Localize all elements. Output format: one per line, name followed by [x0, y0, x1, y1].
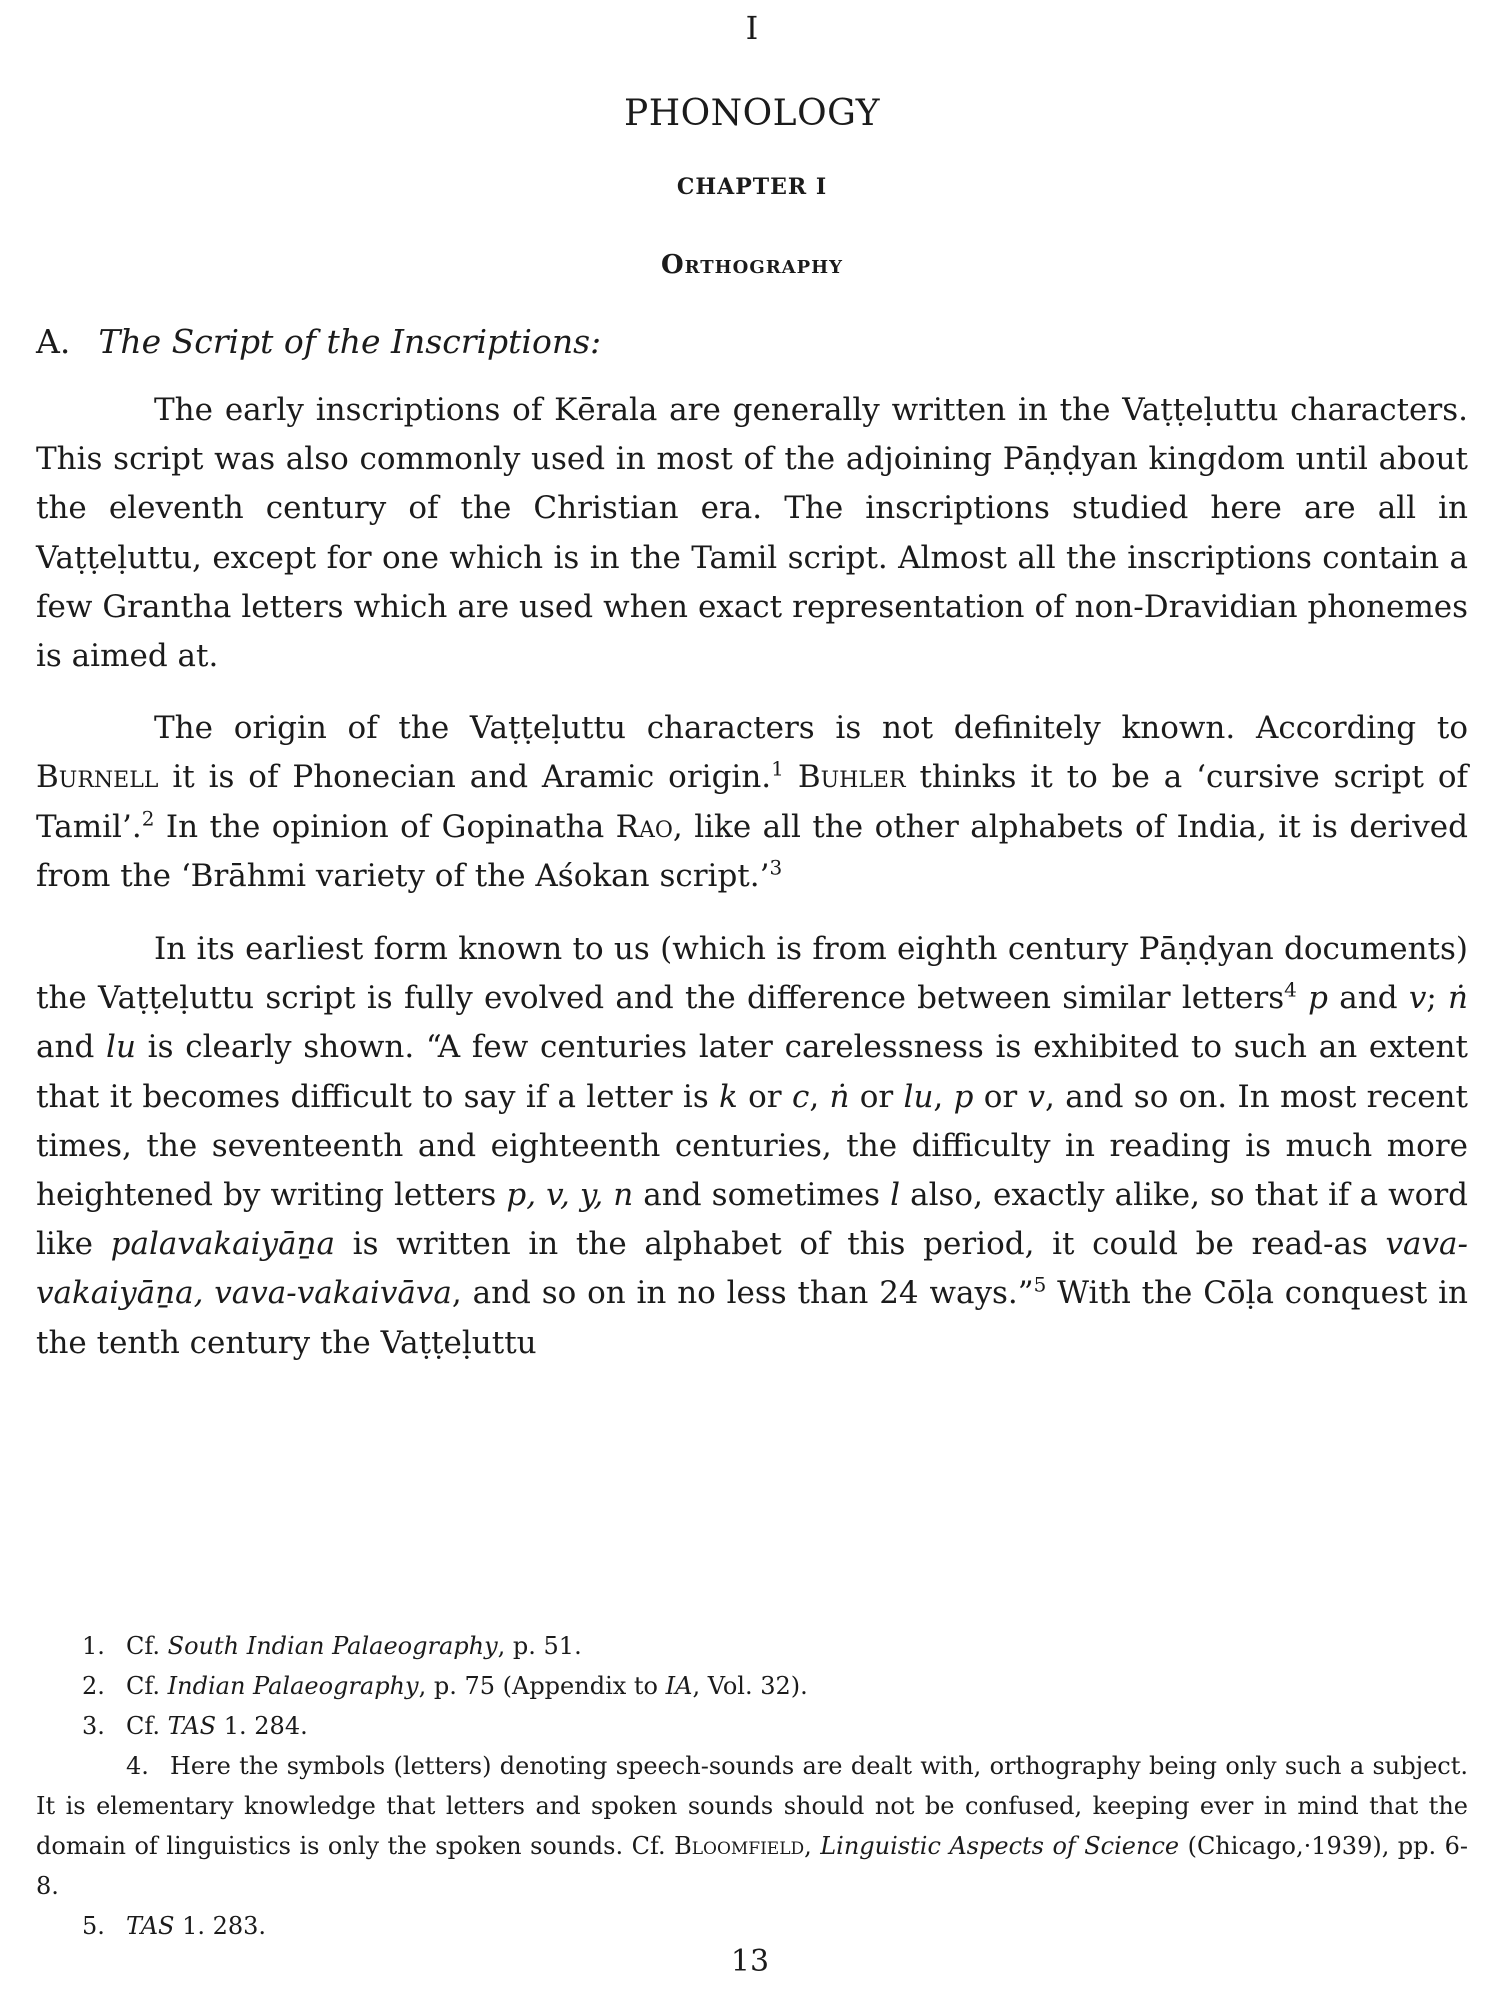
p3-text-5: and — [36, 1029, 107, 1066]
author-rao: Rao — [615, 808, 673, 845]
p3-text-2 — [1297, 980, 1308, 1016]
p3-text-1: In its earliest form known to us (which is from eighth century Pāṇḍyan documents) the Vaṭṭeḷuttu script is fully evolved and the difference between similar letters — [36, 931, 1468, 1017]
footnote-ref-1: 1 — [771, 757, 784, 782]
subsection-label: A. — [36, 322, 71, 361]
footnote-ref-3: 3 — [769, 855, 783, 880]
footnote-4-text-3: (Chicago,·1939), pp. 6-8. — [36, 1832, 1469, 1900]
p3-text-17: With the Cōḷa conquest in the tenth century the Vaṭṭeḷuttu — [36, 1275, 1468, 1361]
footnote-ref-5: 5 — [1033, 1273, 1047, 1298]
part-title: PHONOLOGY — [624, 93, 880, 134]
footnote-3-number: 3. — [82, 1712, 105, 1740]
p3-text-9: or — [849, 1078, 904, 1115]
p3-text-8: , — [809, 1078, 830, 1115]
p2-text-6: , like all the other alphabets of India, it is derived from the ‘Brāhmi variety of the Aśokan script.’ — [36, 808, 1468, 894]
part-number: I — [745, 9, 759, 47]
footnote-2-post: , Vol. 32). — [692, 1672, 808, 1700]
footnote-3 — [36, 1706, 1468, 1746]
italic-v: v — [1408, 980, 1427, 1017]
footnote-1-number: 1. — [82, 1632, 105, 1660]
footnote-1-post: , p. 51. — [497, 1632, 582, 1660]
page-number: 13 — [730, 1944, 770, 1979]
italic-l: l — [890, 1177, 901, 1214]
footnote-1 — [36, 1626, 1468, 1666]
author-buhler: Buhler — [797, 759, 906, 796]
italic-letters: p, v, y, n — [506, 1177, 634, 1214]
p3-text-16: , and so on in no less than 24 ways.” — [451, 1275, 1034, 1312]
italic-n-2: ṅ — [829, 1078, 850, 1115]
p2-text-5: In the opinion of Gopinatha — [154, 808, 616, 845]
paragraph-1 — [36, 386, 1468, 681]
italic-p: p — [1308, 980, 1328, 1017]
subsection-title: The Script of the Inscriptions: — [98, 322, 602, 361]
italic-p-2: p — [953, 1078, 974, 1115]
footnote-5 — [36, 1906, 1468, 1946]
footnote-3-tas: TAS — [167, 1712, 217, 1740]
footnote-5-number: 5. — [82, 1912, 105, 1940]
footnote-4-title: Linguistic Aspects of Science — [820, 1832, 1180, 1860]
p3-text-3: and — [1328, 980, 1409, 1017]
subsection-heading — [36, 320, 1468, 364]
p3-text-10: , — [933, 1078, 954, 1115]
paragraph-2 — [36, 704, 1468, 901]
italic-v-2: v — [1027, 1078, 1046, 1115]
footnote-2-mid: , p. 75 (Appendix to — [418, 1672, 666, 1700]
footnote-4-text-2: , — [804, 1832, 821, 1860]
italic-word-variants: vava-vakaiyāṉa, vava-vakaivāva — [36, 1226, 1468, 1312]
author-burnell: Burnell — [36, 759, 159, 796]
italic-lu: lu — [106, 1029, 136, 1066]
paragraph-3 — [36, 925, 1468, 1368]
footnote-ref-4: 4 — [1284, 977, 1297, 1002]
footnote-4 — [36, 1746, 1468, 1906]
p3-text-13: and sometimes — [633, 1177, 891, 1214]
footnote-2 — [36, 1666, 1468, 1706]
footnote-4-text-1: Here the symbols (letters) denoting speech-sounds are dealt with, orthography being only such a subject. It is elementary knowledge that letters and spoken sounds should not be confused, keeping ever in mind that the domain of linguistics is only the spoken sounds. Cf. — [36, 1752, 1468, 1860]
footnote-5-tas: TAS — [126, 1912, 175, 1940]
footnotes — [36, 1626, 1468, 1946]
p2-text-4: thinks it to be a ‘cursive script of Tamil’. — [36, 759, 1469, 845]
footnote-4-author: Bloomfield — [674, 1832, 805, 1860]
p2-text-2: it is of Phonecian and Aramic origin. — [158, 759, 772, 796]
footnote-5-post: 1. 283. — [174, 1912, 267, 1940]
footnote-2-title: Indian Palaeography — [167, 1672, 419, 1700]
footnote-3-post: 1. 284. — [216, 1712, 308, 1740]
footnote-3-pre: Cf. — [126, 1712, 168, 1740]
italic-k: k — [719, 1078, 738, 1115]
footnote-1-title: South Indian Palaeography — [167, 1632, 498, 1660]
italic-lu-2: lu — [903, 1078, 934, 1115]
chapter-heading: CHAPTER I — [676, 174, 828, 200]
footnote-1-pre: Cf. — [126, 1632, 168, 1660]
italic-word-palavakaiyana: palavakaiyāṉa — [110, 1226, 335, 1263]
p3-text-4: ; — [1426, 980, 1449, 1017]
p3-text-14: also, exactly alike, so that if a word like — [36, 1177, 1468, 1263]
p3-text-7: or — [737, 1078, 792, 1115]
footnote-2-pre: Cf. — [126, 1672, 168, 1700]
p3-text-11: or — [973, 1078, 1028, 1115]
p2-text-1: The origin of the Vaṭṭeḷuttu characters is not definitely known. According to — [154, 710, 1468, 747]
paragraph-1-text: The early inscriptions of Kērala are generally written in the Vaṭṭeḷuttu characters. This script was also commonly used in most of the adjoining Pāṇḍyan kingdom until about the eleventh century of the Christian era. The inscriptions studied here are all in Vaṭṭeḷuttu, except for one which is in the Tamil script. Almost all the inscriptions contain a few Grantha letters which are used when exact representation of non-Dravidian phonemes is aimed at. — [36, 392, 1468, 675]
section-title: Orthography — [660, 250, 844, 280]
footnote-4-number: 4. — [126, 1752, 149, 1780]
footnote-2-number: 2. — [82, 1672, 105, 1700]
italic-c: c — [791, 1078, 810, 1115]
footnote-2-ia: IA — [665, 1672, 693, 1700]
p3-text-15: is written in the alphabet of this period, it could be read-as — [335, 1226, 1386, 1263]
p2-text-3 — [784, 759, 798, 795]
italic-n: ṅ — [1448, 980, 1468, 1017]
p3-text-12: , and so on. In most recent times, the seventeenth and eighteenth centuries, the difficulty in reading is much more heightened by writing letters — [36, 1078, 1468, 1214]
footnote-ref-2: 2 — [141, 806, 155, 831]
p3-text-6: is clearly shown. “A few centuries later carelessness is exhibited to such an extent that it becomes difficult to say if a letter is — [36, 1029, 1468, 1115]
